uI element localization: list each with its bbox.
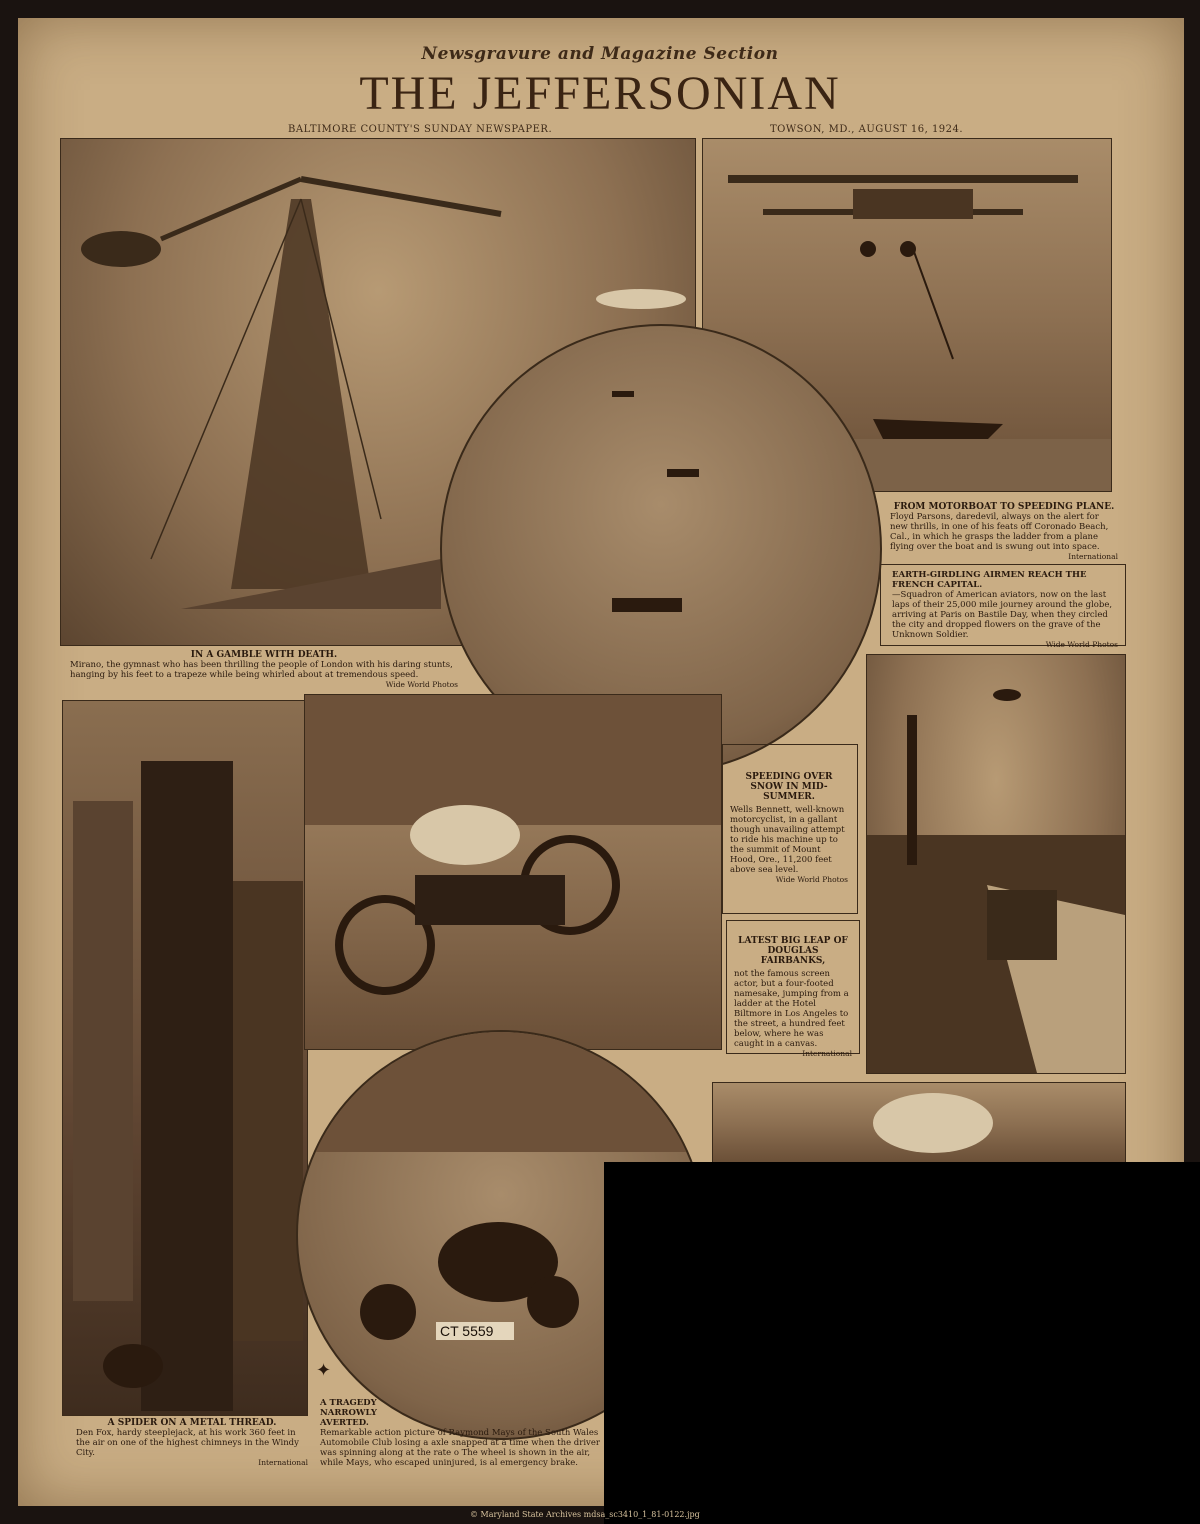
chimney-photo [62,700,308,1416]
motorboat-caption-title: FROM MOTORBOAT TO SPEEDING PLANE. [893,502,1115,512]
motorcycle-illustration [305,695,721,1049]
airmen-caption [892,570,1118,650]
gamble-caption-text: Mirano, the gymnast who has been thrilling the people of London with his daring stunts, hanging by his feet to a trapeze while being whirled about at tremendous speed. [70,660,453,680]
fairbanks-caption [734,936,852,1059]
license-plate-text: CT 5559 [440,1323,494,1339]
snow-caption [730,772,848,885]
airmen-caption-title: EARTH-GIRDLING AIRMEN REACH THE FRENCH CAPITAL. [892,570,1087,590]
spider-caption [76,1418,308,1468]
masthead-date-line: TOWSON, MD., AUGUST 16, 1924. [770,124,964,135]
gamble-caption-title: IN A GAMBLE WITH DEATH. [190,650,338,660]
spider-caption-title: A SPIDER ON A METAL THREAD. [107,1418,277,1428]
player-illustration [713,1083,1125,1163]
tragedy-caption-text: Remarkable action picture of Raymond Mays of the South Wales Automobile Club losing a axle snapped at a time when the driver was spinning along at the rate o The wheel is shown in the air, while Mays, who escaped uninjured, is al emergency brake. [320,1428,600,1468]
fairbanks-caption-title: LATEST BIG LEAP OF DOUGLAS FAIRBANKS, [738,936,848,966]
spider-caption-source: International [258,1458,308,1467]
flag-illustration [867,655,1125,1073]
motorboat-caption-text: Floyd Parsons, daredevil, always on the alert for new thrills, in one of his feats off Coronado Beach, Cal., in which he grasps the ladder from a plane flying over the boat and is swung out into space. [890,512,1109,552]
section-subtitle: Newsgravure and Magazine Section [421,44,779,64]
snow-caption-text: Wells Bennett, well-known motorcyclist, in a gallant though unavailing attempt to ride his machine up to the summit of Mount Hood, Ore., 11,200 feet above sea level. [730,805,845,875]
gamble-caption-source: Wide World Photos [385,680,458,689]
spider-caption-text: Den Fox, hardy steeplejack, at his work 360 feet in the air on one of the highest chimneys in the Windy City. [76,1428,299,1458]
motorboat-caption-source: International [1068,552,1118,561]
star-ornament: ✦ [316,1360,332,1381]
tragedy-caption [320,1398,610,1468]
missing-region [604,1162,1200,1524]
hotel-flag-photo [866,654,1126,1074]
baseball-photo [712,1082,1126,1164]
torn-edge [0,250,14,1350]
masthead-left-line: BALTIMORE COUNTY'S SUNDAY NEWSPAPER. [288,124,553,135]
tragedy-caption-title: A TRAGEDY NARROWLY AVERTED. [320,1398,377,1428]
airmen-caption-source: Wide World Photos [1045,640,1118,649]
motorboat-caption [890,502,1118,562]
fairbanks-caption-source: International [802,1049,852,1058]
archive-credit: © Maryland State Archives mdsa_sc3410_1_81-0122.jpg [470,1510,700,1519]
airmen-caption-text: —Squadron of American aviators, now on the last laps of their 25,000 mile journey around the globe, arriving at Paris on Bastile Day, when they circled the city and dropped flowers on the grave of the Unknown Soldier. [892,590,1113,640]
gamble-caption [70,650,458,690]
chimney-illustration [63,701,307,1415]
fairbanks-caption-text: not the famous screen actor, but a four-footed namesake, jumping from a ladder at the Hotel Biltmore in Los Angeles to the street, a hundred feet below, where he was caught in a canvas. [734,969,849,1049]
masthead-title: THE JEFFERSONIAN [359,67,841,120]
motorcycle-snow-photo [304,694,722,1050]
snow-caption-title: SPEEDING OVER SNOW IN MID-SUMMER. [745,772,833,802]
snow-caption-source: Wide World Photos [775,875,848,884]
